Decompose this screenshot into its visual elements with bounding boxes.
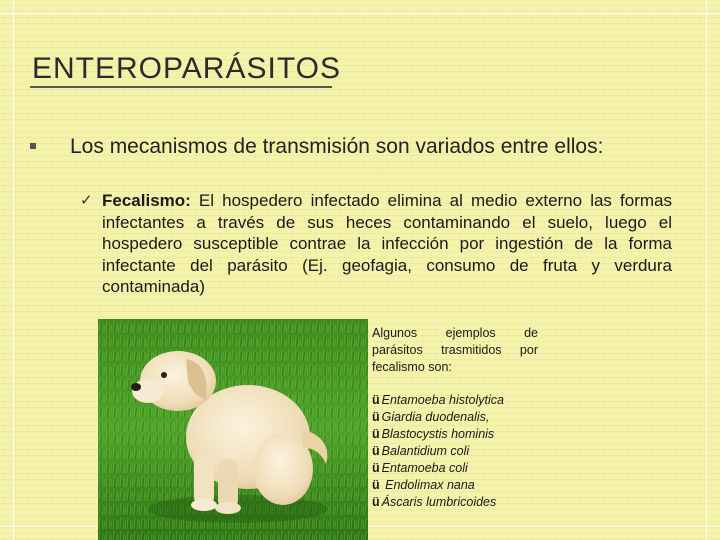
title-underline xyxy=(30,86,332,88)
list-item: ü Balantidium coli xyxy=(372,444,470,458)
frame-line xyxy=(0,13,720,14)
slide-title: ENTEROPARÁSITOS xyxy=(32,52,341,85)
checkmark-icon: ü xyxy=(372,444,380,458)
sub-bullet-text xyxy=(102,190,672,298)
list-item: ü Blastocystis hominis xyxy=(372,427,495,441)
sub-bullet-term: Fecalismo: xyxy=(102,191,191,210)
checkmark-icon: ü xyxy=(372,410,380,424)
examples-intro: Algunos ejemplos de parásitos trasmitidos por fecalismo son: xyxy=(372,326,538,374)
checkmark-icon: ✓ xyxy=(80,192,93,209)
checkmark-icon: ü xyxy=(372,495,380,509)
checkmark-icon: ü xyxy=(372,461,380,475)
checkmark-icon: ü xyxy=(372,393,380,407)
sub-bullet-description: El hospedero infectado elimina al medio externo las formas infectantes a través de sus heces contaminando el suelo, luego el hospedero susceptible contrae la infección por ingestión de la forma infectante del parásito (Ej. geofagia, consumo de fruta y verdura contaminada) xyxy=(102,191,672,296)
list-item: ü Áscaris lumbricoides xyxy=(372,495,497,509)
frame-line xyxy=(706,0,707,540)
puppy-on-grass-photo xyxy=(98,319,368,540)
frame-line xyxy=(13,0,14,540)
list-item: ü Giardia duodenalis, xyxy=(372,410,490,424)
square-bullet-icon xyxy=(30,143,36,149)
checkmark-icon: ü xyxy=(372,478,380,492)
examples-list xyxy=(372,392,538,511)
list-item: ü Entamoeba histolytica xyxy=(372,393,504,407)
examples-box xyxy=(372,325,538,511)
checkmark-icon: ü xyxy=(372,427,380,441)
main-bullet-text: Los mecanismos de transmisión son variados entre ellos: xyxy=(70,135,604,158)
list-item: ü Endolimax nana xyxy=(372,478,475,492)
list-item: ü Entamoeba coli xyxy=(372,461,468,475)
